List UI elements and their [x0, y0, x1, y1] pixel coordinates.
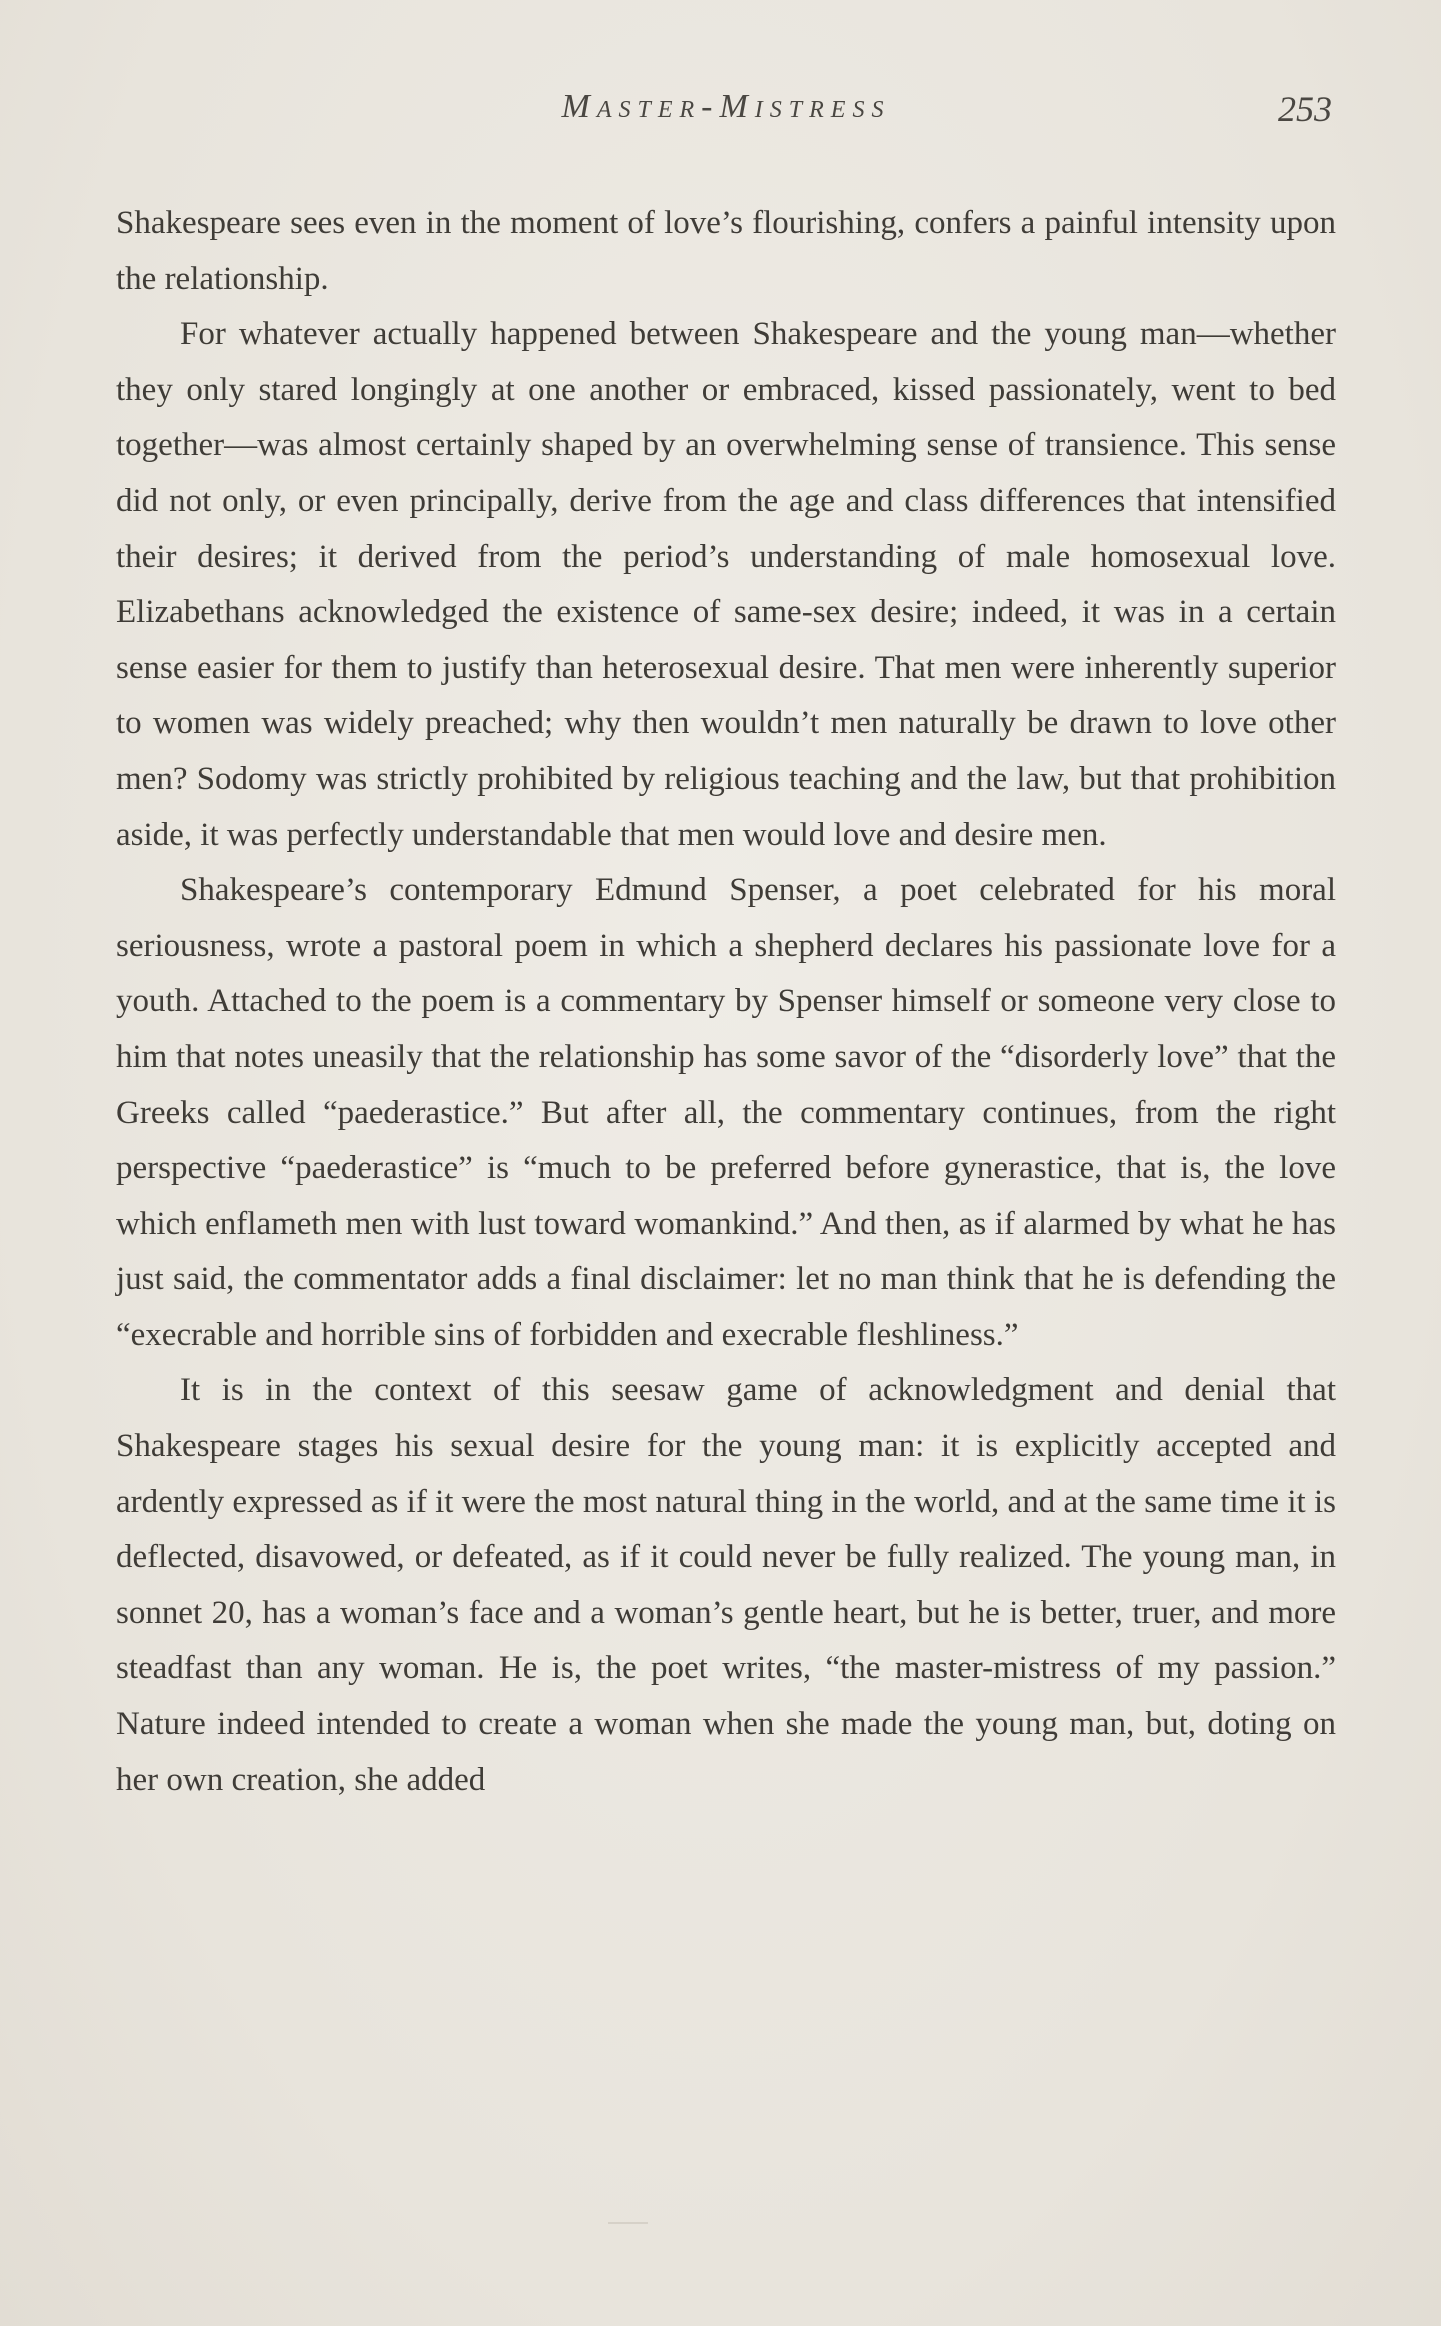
paragraph-2: For whatever actually happened between Shakespeare and the young man—whether they only stared longingly at one another or embraced, kissed passionately, went to bed together—was almost certainly shaped by an overwhelming sense of transience. This sense did not only, or even principally, derive from the age and class differences that intensified their desires; it derived from the period’s understanding of male homosexual love. Elizabethans acknowledged the existence of same-sex desire; indeed, it was in a certain sense easier for them to justify than heterosexual desire. That men were inherently superior to women was widely preached; why then wouldn’t men naturally be drawn to love other men? Sodomy was strictly prohibited by religious teaching and the law, but that prohibition aside, it was perfectly understandable that men would love and desire men. [116, 316, 1336, 853]
page-edge-mark [608, 2222, 648, 2224]
paragraph-4: It is in the context of this seesaw game of acknowledgment and denial that Shakespeare stages his sexual desire for the young man: it is explicitly accepted and ardently expressed as if it were the most natural thing in the world, and at the same time it is deflected, disavowed, or defeated, as if it could never be fully realized. The young man, in sonnet 20, has a woman’s face and a woman’s gentle heart, but he is better, truer, and more steadfast than any woman. He is, the poet writes, “the master-mistress of my passion.” Nature indeed intended to create a woman when she made the young man, but, doting on her own creation, she added [116, 1372, 1336, 1798]
body-text [116, 196, 1336, 1808]
running-title: Master-Mistress [561, 88, 891, 125]
running-head [112, 88, 1340, 138]
paragraph-3: Shakespeare’s contemporary Edmund Spenser, a poet celebrated for his moral seriousness, wrote a pastoral poem in which a shepherd declares his passionate love for a youth. Attached to the poem is a commentary by Spenser himself or someone very close to him that notes uneasily that the relationship has some savor of the “disorderly love” that the Greeks called “paederastice.” But after all, the commentary continues, from the right perspective “paederastice” is “much to be preferred before gynerastice, that is, the love which enflameth men with lust toward womankind.” And then, as if alarmed by what he has just said, the commentator adds a final disclaimer: let no man think that he is defending the “execrable and horrible sins of forbidden and execrable fleshliness.” [116, 872, 1336, 1353]
page-number: 253 [1278, 89, 1332, 129]
paragraph-1: Shakespeare sees even in the moment of love’s flourishing, confers a painful intensity upon the relationship. [116, 205, 1336, 297]
